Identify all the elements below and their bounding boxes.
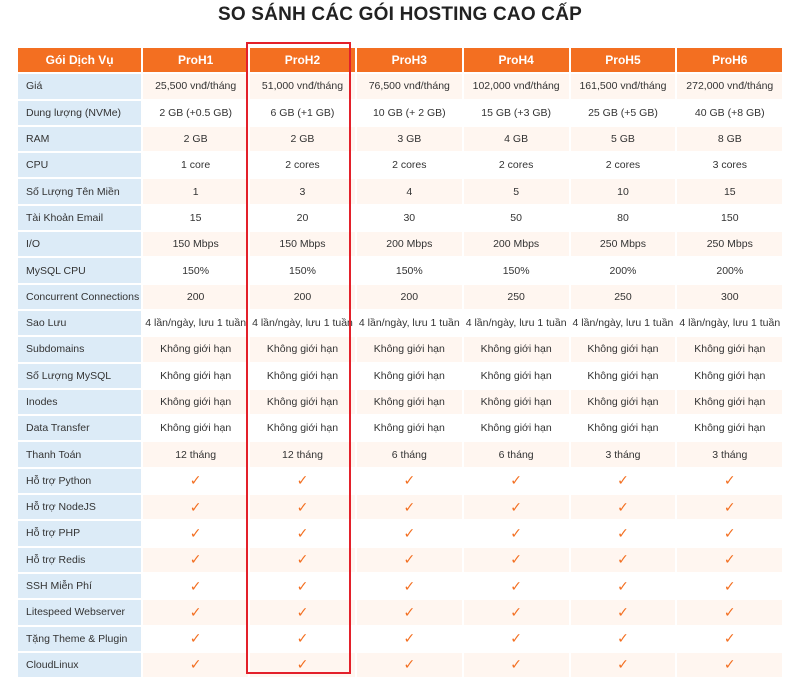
value-cell: Không giới hạn — [143, 416, 248, 440]
feature-cell — [250, 574, 355, 598]
check-icon: ✓ — [189, 498, 202, 515]
value-cell: 40 GB (+8 GB) — [677, 101, 782, 125]
value-cell: 4 lần/ngày, lưu 1 tuần — [143, 311, 248, 335]
check-icon: ✓ — [189, 603, 202, 620]
feature-cell — [357, 548, 462, 572]
value-cell: 50 — [464, 206, 569, 230]
row-label: Hỗ trợ Redis — [18, 548, 141, 572]
value-cell: 4 lần/ngày, lưu 1 tuần — [250, 311, 355, 335]
feature-cell — [677, 521, 782, 545]
check-icon: ✓ — [296, 630, 309, 647]
value-cell: Không giới hạn — [143, 390, 248, 414]
value-cell: Không giới hạn — [571, 416, 676, 440]
value-cell: 4 lần/ngày, lưu 1 tuần — [571, 311, 676, 335]
row-label: Tài Khoản Email — [18, 206, 141, 230]
feature-cell — [464, 627, 569, 651]
value-cell: Không giới hạn — [677, 337, 782, 361]
check-icon: ✓ — [189, 656, 202, 673]
value-cell: 150% — [250, 258, 355, 282]
table-row — [18, 469, 782, 493]
check-icon: ✓ — [723, 524, 736, 541]
table-row — [18, 627, 782, 651]
feature-cell — [464, 521, 569, 545]
value-cell: 4 lần/ngày, lưu 1 tuần — [677, 311, 782, 335]
value-cell: 2 cores — [357, 153, 462, 177]
feature-cell — [464, 495, 569, 519]
feature-cell — [250, 548, 355, 572]
value-cell: Không giới hạn — [571, 390, 676, 414]
table-row — [18, 442, 782, 466]
value-cell: 150% — [357, 258, 462, 282]
feature-cell — [571, 653, 676, 677]
value-cell: 250 — [571, 285, 676, 309]
feature-cell — [357, 495, 462, 519]
row-label: CloudLinux — [18, 653, 141, 677]
header-plan: ProH4 — [464, 48, 569, 72]
check-icon: ✓ — [189, 577, 202, 594]
feature-cell — [571, 574, 676, 598]
value-cell: 3 cores — [677, 153, 782, 177]
check-icon: ✓ — [403, 656, 416, 673]
value-cell: 25 GB (+5 GB) — [571, 101, 676, 125]
value-cell: 5 — [464, 179, 569, 203]
value-cell: 51,000 vnđ/tháng — [250, 74, 355, 98]
row-label: SSH Miễn Phí — [18, 574, 141, 598]
check-icon: ✓ — [296, 551, 309, 568]
value-cell: 250 Mbps — [571, 232, 676, 256]
table-row — [18, 495, 782, 519]
header-plan: ProH1 — [143, 48, 248, 72]
value-cell: Không giới hạn — [143, 364, 248, 388]
table-row — [18, 364, 782, 388]
value-cell: Không giới hạn — [677, 390, 782, 414]
feature-cell — [677, 574, 782, 598]
table-row — [18, 232, 782, 256]
value-cell: 4 lần/ngày, lưu 1 tuần — [357, 311, 462, 335]
header-service: Gói Dịch Vụ — [18, 48, 141, 72]
feature-cell — [464, 574, 569, 598]
feature-cell — [464, 600, 569, 624]
table-row — [18, 653, 782, 677]
row-label: Giá — [18, 74, 141, 98]
check-icon: ✓ — [296, 656, 309, 673]
value-cell: 4 lần/ngày, lưu 1 tuần — [464, 311, 569, 335]
feature-cell — [143, 574, 248, 598]
row-label: Dung lượng (NVMe) — [18, 101, 141, 125]
comparison-table — [16, 46, 784, 679]
header-plan: ProH5 — [571, 48, 676, 72]
value-cell: 25,500 vnđ/tháng — [143, 74, 248, 98]
row-label: Hỗ trợ PHP — [18, 521, 141, 545]
check-icon: ✓ — [403, 524, 416, 541]
value-cell: 2 cores — [571, 153, 676, 177]
value-cell: 2 GB — [143, 127, 248, 151]
table-row — [18, 101, 782, 125]
value-cell: 20 — [250, 206, 355, 230]
check-icon: ✓ — [723, 656, 736, 673]
value-cell: 6 tháng — [464, 442, 569, 466]
value-cell: 161,500 vnđ/tháng — [571, 74, 676, 98]
value-cell: 2 GB (+0.5 GB) — [143, 101, 248, 125]
check-icon: ✓ — [296, 498, 309, 515]
feature-cell — [464, 653, 569, 677]
row-label: Hỗ trợ NodeJS — [18, 495, 141, 519]
value-cell: 2 GB — [250, 127, 355, 151]
feature-cell — [143, 600, 248, 624]
check-icon: ✓ — [617, 524, 629, 541]
feature-cell — [677, 627, 782, 651]
check-icon: ✓ — [617, 656, 629, 673]
table-row — [18, 179, 782, 203]
value-cell: Không giới hạn — [143, 337, 248, 361]
value-cell: 2 cores — [464, 153, 569, 177]
check-icon: ✓ — [617, 630, 629, 647]
value-cell: 8 GB — [677, 127, 782, 151]
check-icon: ✓ — [403, 551, 416, 568]
value-cell: Không giới hạn — [464, 364, 569, 388]
table-row — [18, 74, 782, 98]
value-cell: 250 — [464, 285, 569, 309]
value-cell: 15 — [677, 179, 782, 203]
table-row — [18, 337, 782, 361]
check-icon: ✓ — [723, 630, 736, 647]
feature-cell — [571, 521, 676, 545]
row-label: Concurrent Connections — [18, 285, 141, 309]
feature-cell — [677, 653, 782, 677]
feature-cell — [143, 469, 248, 493]
value-cell: 3 tháng — [677, 442, 782, 466]
value-cell: 200 — [250, 285, 355, 309]
value-cell: 3 — [250, 179, 355, 203]
feature-cell — [464, 548, 569, 572]
value-cell: Không giới hạn — [357, 364, 462, 388]
row-label: RAM — [18, 127, 141, 151]
check-icon: ✓ — [510, 656, 522, 673]
value-cell: 250 Mbps — [677, 232, 782, 256]
row-label: Số Lượng Tên Miền — [18, 179, 141, 203]
check-icon: ✓ — [617, 472, 629, 489]
row-label: I/O — [18, 232, 141, 256]
value-cell: 1 — [143, 179, 248, 203]
check-icon: ✓ — [510, 630, 522, 647]
value-cell: 272,000 vnđ/tháng — [677, 74, 782, 98]
feature-cell — [143, 521, 248, 545]
value-cell: 150% — [464, 258, 569, 282]
table-row — [18, 258, 782, 282]
feature-cell — [143, 495, 248, 519]
check-icon: ✓ — [510, 603, 522, 620]
value-cell: 200% — [677, 258, 782, 282]
value-cell: 5 GB — [571, 127, 676, 151]
value-cell: Không giới hạn — [357, 390, 462, 414]
feature-cell — [143, 548, 248, 572]
row-label: Subdomains — [18, 337, 141, 361]
feature-cell — [571, 548, 676, 572]
check-icon: ✓ — [723, 472, 736, 489]
value-cell: 6 GB (+1 GB) — [250, 101, 355, 125]
header-plan: ProH6 — [677, 48, 782, 72]
feature-cell — [464, 469, 569, 493]
check-icon: ✓ — [617, 577, 629, 594]
check-icon: ✓ — [189, 551, 202, 568]
feature-cell — [250, 600, 355, 624]
feature-cell — [357, 521, 462, 545]
table-row — [18, 153, 782, 177]
value-cell: Không giới hạn — [464, 337, 569, 361]
check-icon: ✓ — [723, 577, 736, 594]
value-cell: Không giới hạn — [571, 364, 676, 388]
value-cell: Không giới hạn — [357, 337, 462, 361]
table-body — [18, 74, 782, 677]
value-cell: 200% — [571, 258, 676, 282]
feature-cell — [250, 653, 355, 677]
check-icon: ✓ — [723, 603, 736, 620]
check-icon: ✓ — [723, 498, 736, 515]
feature-cell — [357, 469, 462, 493]
feature-cell — [357, 574, 462, 598]
value-cell: 15 — [143, 206, 248, 230]
page-title: SO SÁNH CÁC GÓI HOSTING CAO CẤP — [217, 4, 583, 25]
check-icon: ✓ — [403, 472, 416, 489]
value-cell: 2 cores — [250, 153, 355, 177]
feature-cell — [677, 495, 782, 519]
row-label: CPU — [18, 153, 141, 177]
header-plan: ProH3 — [357, 48, 462, 72]
feature-cell — [677, 469, 782, 493]
check-icon: ✓ — [189, 472, 202, 489]
feature-cell — [677, 548, 782, 572]
value-cell: 200 Mbps — [464, 232, 569, 256]
value-cell: 1 core — [143, 153, 248, 177]
value-cell: 3 GB — [357, 127, 462, 151]
feature-cell — [571, 627, 676, 651]
feature-cell — [571, 600, 676, 624]
check-icon: ✓ — [403, 630, 416, 647]
value-cell: 10 GB (+ 2 GB) — [357, 101, 462, 125]
value-cell: Không giới hạn — [571, 337, 676, 361]
row-label: Tặng Theme & Plugin — [18, 627, 141, 651]
value-cell: 150% — [143, 258, 248, 282]
table-row — [18, 206, 782, 230]
row-label: Số Lượng MySQL — [18, 364, 141, 388]
table-row — [18, 285, 782, 309]
check-icon: ✓ — [189, 524, 202, 541]
row-label: Hỗ trợ Python — [18, 469, 141, 493]
row-label: Data Transfer — [18, 416, 141, 440]
feature-cell — [357, 600, 462, 624]
check-icon: ✓ — [189, 630, 202, 647]
header-plan: ProH2 — [250, 48, 355, 72]
check-icon: ✓ — [403, 498, 416, 515]
check-icon: ✓ — [510, 551, 522, 568]
check-icon: ✓ — [510, 498, 522, 515]
row-label: Sao Lưu — [18, 311, 141, 335]
value-cell: 10 — [571, 179, 676, 203]
value-cell: 80 — [571, 206, 676, 230]
value-cell: Không giới hạn — [250, 364, 355, 388]
value-cell: Không giới hạn — [250, 390, 355, 414]
check-icon: ✓ — [617, 603, 629, 620]
check-icon: ✓ — [510, 472, 522, 489]
value-cell: Không giới hạn — [250, 337, 355, 361]
feature-cell — [571, 495, 676, 519]
value-cell: 6 tháng — [357, 442, 462, 466]
table-row — [18, 548, 782, 572]
row-label: Thanh Toán — [18, 442, 141, 466]
check-icon: ✓ — [403, 603, 416, 620]
table-row — [18, 521, 782, 545]
value-cell: 30 — [357, 206, 462, 230]
feature-cell — [143, 653, 248, 677]
value-cell: 76,500 vnđ/tháng — [357, 74, 462, 98]
feature-cell — [250, 469, 355, 493]
value-cell: 12 tháng — [143, 442, 248, 466]
feature-cell — [250, 627, 355, 651]
value-cell: 4 GB — [464, 127, 569, 151]
table-row — [18, 574, 782, 598]
feature-cell — [357, 653, 462, 677]
check-icon: ✓ — [296, 577, 309, 594]
value-cell: 200 — [357, 285, 462, 309]
value-cell: 4 — [357, 179, 462, 203]
value-cell: Không giới hạn — [677, 364, 782, 388]
value-cell: 200 Mbps — [357, 232, 462, 256]
check-icon: ✓ — [510, 577, 522, 594]
feature-cell — [250, 495, 355, 519]
value-cell: 3 tháng — [571, 442, 676, 466]
check-icon: ✓ — [403, 577, 416, 594]
check-icon: ✓ — [510, 524, 522, 541]
table-row — [18, 127, 782, 151]
row-label: MySQL CPU — [18, 258, 141, 282]
value-cell: 300 — [677, 285, 782, 309]
check-icon: ✓ — [296, 524, 309, 541]
row-label: Inodes — [18, 390, 141, 414]
value-cell: Không giới hạn — [677, 416, 782, 440]
check-icon: ✓ — [296, 603, 309, 620]
table-row — [18, 416, 782, 440]
value-cell: Không giới hạn — [250, 416, 355, 440]
value-cell: 200 — [143, 285, 248, 309]
check-icon: ✓ — [296, 472, 309, 489]
value-cell: Không giới hạn — [357, 416, 462, 440]
value-cell: Không giới hạn — [464, 416, 569, 440]
row-label: Litespeed Webserver — [18, 600, 141, 624]
feature-cell — [250, 521, 355, 545]
value-cell: 12 tháng — [250, 442, 355, 466]
value-cell: 15 GB (+3 GB) — [464, 101, 569, 125]
table-row — [18, 600, 782, 624]
check-icon: ✓ — [723, 551, 736, 568]
table-row — [18, 390, 782, 414]
value-cell: 150 — [677, 206, 782, 230]
feature-cell — [143, 627, 248, 651]
check-icon: ✓ — [617, 498, 629, 515]
feature-cell — [357, 627, 462, 651]
header-row — [18, 48, 782, 72]
feature-cell — [677, 600, 782, 624]
table-row — [18, 311, 782, 335]
value-cell: 102,000 vnđ/tháng — [464, 74, 569, 98]
value-cell: 150 Mbps — [250, 232, 355, 256]
value-cell: 150 Mbps — [143, 232, 248, 256]
feature-cell — [571, 469, 676, 493]
value-cell: Không giới hạn — [464, 390, 569, 414]
check-icon: ✓ — [617, 551, 629, 568]
